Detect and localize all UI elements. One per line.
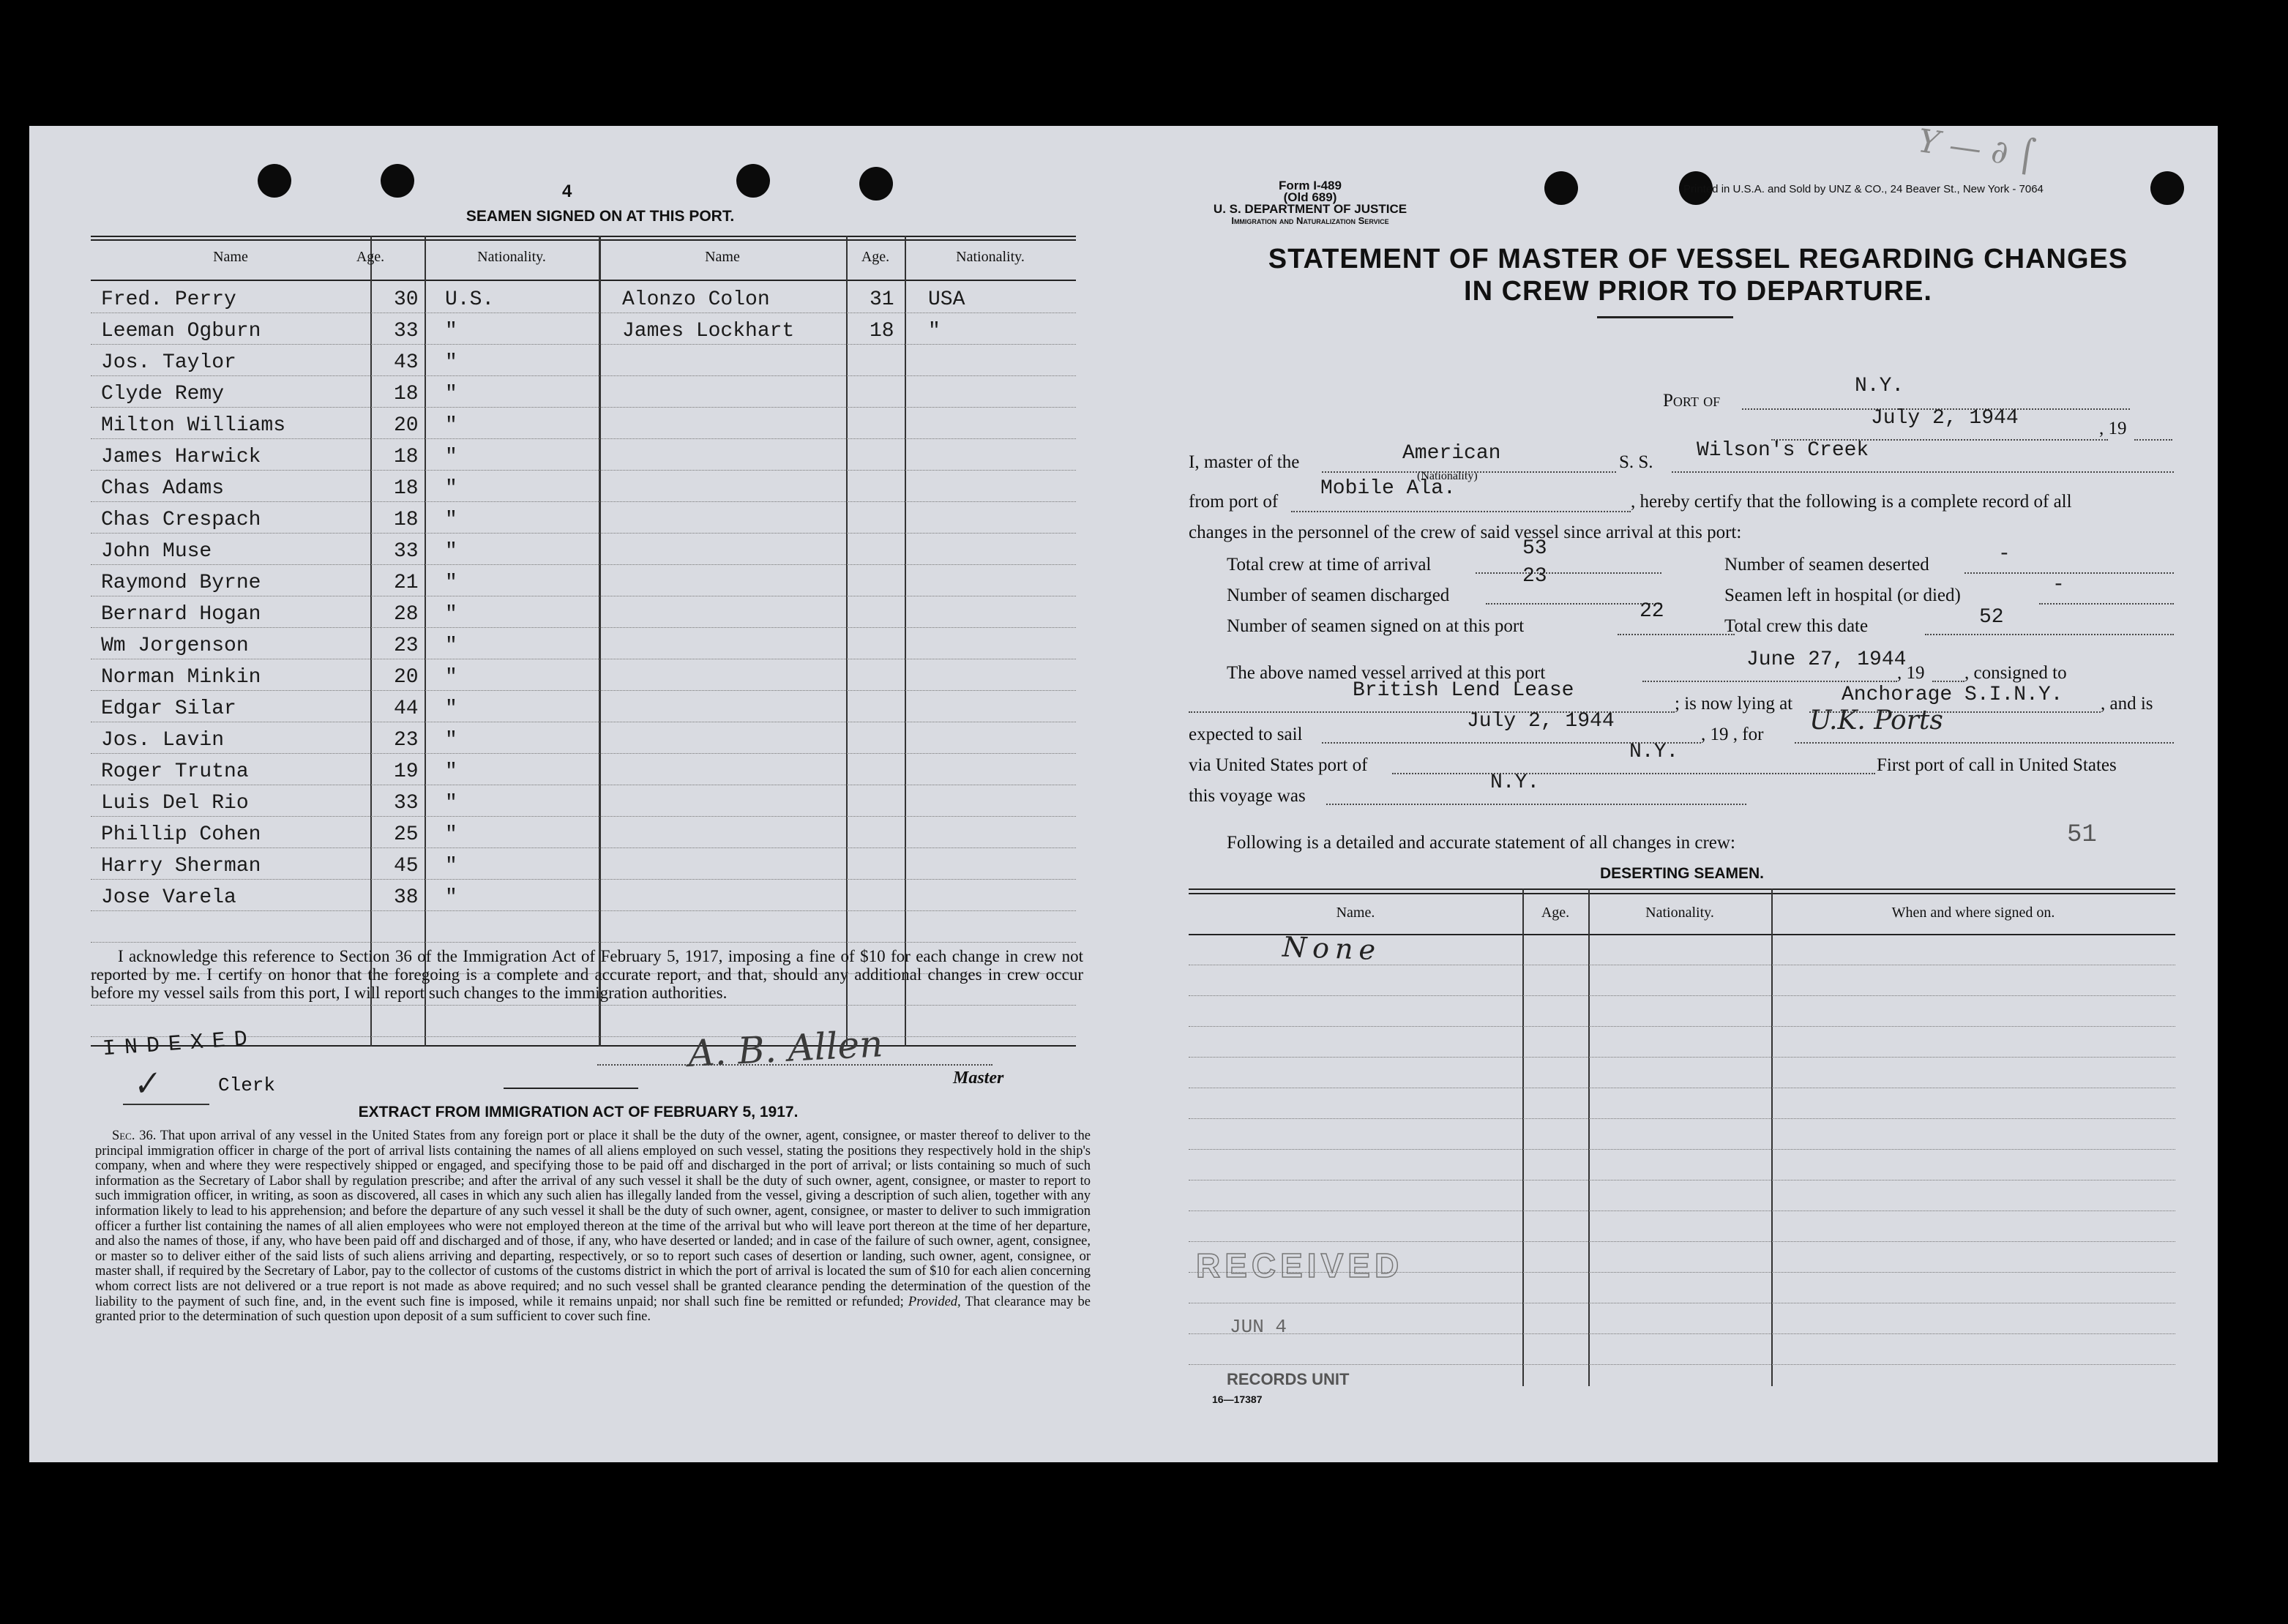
crew-nationality: "	[445, 446, 457, 468]
punch-hole	[1544, 171, 1578, 205]
clerk-line	[123, 1104, 209, 1105]
hospital-label: Seamen left in hospital (or died)	[1724, 585, 1961, 605]
crew-age: 33	[394, 540, 419, 563]
crew-nationality: "	[445, 635, 457, 657]
crew-nationality: U.S.	[445, 288, 495, 311]
crew-name: Chas Crespach	[101, 509, 261, 531]
crew-age: 18	[394, 477, 419, 500]
form-title: STATEMENT OF MASTER OF VESSEL REGARDING CHANGES IN CREW PRIOR TO DEPARTURE.	[1268, 244, 2128, 307]
voyage-label: this voyage was	[1189, 786, 1306, 806]
voyage-value: N.Y.	[1490, 771, 1540, 794]
consignee-value: British Lend Lease	[1353, 679, 1574, 702]
crew-age: 18	[394, 509, 419, 531]
table-row	[91, 407, 1076, 439]
port-of-value: N.Y.	[1855, 375, 1904, 397]
crew-age: 30	[394, 288, 419, 311]
crew-name: Alonzo Colon	[622, 288, 770, 311]
crew-nationality: "	[445, 351, 457, 374]
table-row	[91, 564, 1076, 596]
year-suffix: , 19	[2099, 419, 2127, 438]
crew-age: 28	[394, 603, 419, 626]
crew-age: 19	[394, 760, 419, 783]
table-row	[1189, 1149, 2175, 1150]
section-label: Sec. 36.	[111, 1129, 157, 1143]
ship-name: Wilson's Creek	[1697, 439, 1869, 462]
master-of-label: I, master of the	[1189, 452, 1300, 472]
records-unit-stamp: RECORDS UNIT	[1227, 1370, 1350, 1388]
table-row	[91, 501, 1076, 534]
crew-nationality: "	[445, 383, 457, 405]
table-row	[1189, 1364, 2175, 1365]
crew-name: Harry Sherman	[101, 855, 261, 878]
crew-name: Milton Williams	[101, 414, 286, 437]
crew-name: James Lockhart	[622, 320, 795, 343]
arrived-year: , 19	[1897, 663, 1925, 683]
table-row	[1189, 995, 2175, 996]
total-date-value: 52	[1979, 606, 2004, 629]
crew-name: Bernard Hogan	[101, 603, 261, 626]
form-code: 16—17387	[1212, 1393, 1263, 1405]
received-stamp: RECEIVED	[1196, 1246, 1404, 1284]
crew-name: Raymond Byrne	[101, 572, 261, 594]
crew-nationality: "	[445, 414, 457, 437]
master-label: Master	[953, 1069, 1004, 1088]
col-header-nationality: Nationality.	[477, 249, 546, 265]
table-row	[91, 690, 1076, 722]
hospital-value: -	[2052, 574, 2065, 596]
page-mark: 51	[2067, 821, 2097, 849]
sail-value: July 2, 1944	[1467, 710, 1615, 733]
arrived-value: June 27, 1944	[1746, 648, 1907, 671]
col-header-name: Name	[213, 249, 248, 265]
col-header-age: Age.	[356, 249, 385, 265]
table-row	[91, 627, 1076, 659]
col-header-name-2: Name	[705, 249, 740, 265]
crew-name: Phillip Cohen	[101, 823, 261, 846]
table-row	[91, 313, 1076, 345]
handwritten-marginal-note: Y — ∂ ⌠	[1915, 122, 2038, 176]
crew-name: Roger Trutna	[101, 760, 249, 783]
crew-nationality: "	[445, 855, 457, 878]
crew-name: Jos. Taylor	[101, 351, 236, 374]
indexed-stamp: INDEXED	[102, 1026, 257, 1063]
extract-title: EXTRACT FROM IMMIGRATION ACT OF FEBRUARY 5, 1917.	[358, 1104, 799, 1120]
crew-age: 18	[394, 446, 419, 468]
crew-name: Clyde Remy	[101, 383, 225, 405]
table-row	[91, 753, 1076, 785]
port-of-label: Port of	[1663, 391, 1721, 411]
table-row	[91, 438, 1076, 471]
crew-age: 18	[870, 320, 894, 343]
punch-hole	[258, 164, 291, 198]
table-row	[1189, 1210, 2175, 1211]
crew-name: Norman Minkin	[101, 666, 261, 689]
discharged-value: 23	[1522, 565, 1547, 588]
col-header-nationality-2: Nationality.	[956, 249, 1025, 265]
table-row	[91, 816, 1076, 848]
signature-line	[597, 1064, 992, 1066]
nationality-caption: (Nationality)	[1417, 470, 1478, 482]
crew-name: Jos. Lavin	[101, 729, 225, 752]
crew-signed-on-table	[91, 236, 1076, 1047]
crew-nationality: "	[445, 509, 457, 531]
crew-nationality: "	[445, 792, 457, 815]
table-row	[91, 470, 1076, 502]
crew-age: 20	[394, 414, 419, 437]
extract-rule	[504, 1088, 638, 1089]
crew-age: 23	[394, 635, 419, 657]
total-arrival-value: 53	[1522, 537, 1547, 560]
vessel-nationality: American	[1402, 442, 1501, 465]
clerk-initials: ✓	[128, 1063, 162, 1105]
crew-age: 31	[870, 288, 894, 311]
table-row	[91, 879, 1076, 911]
table-row	[91, 785, 1076, 817]
following-label: Following is a detailed and accurate statement of all changes in crew:	[1227, 833, 1735, 853]
consigned-label: , consigned to	[1964, 663, 2067, 683]
crew-name: Edgar Silar	[101, 697, 236, 720]
crew-age: 25	[394, 823, 419, 846]
crew-nationality: "	[445, 540, 457, 563]
lying-value: Anchorage S.I.N.Y.	[1842, 684, 2063, 706]
crew-age: 44	[394, 697, 419, 720]
crew-name: Chas Adams	[101, 477, 225, 500]
crew-nationality: "	[445, 666, 457, 689]
and-is-label: , and is	[2101, 694, 2153, 714]
table-row	[1189, 1333, 2175, 1334]
col-header-age-2: Age.	[861, 249, 890, 265]
crew-name: Luis Del Rio	[101, 792, 249, 815]
deserted-label: Number of seamen deserted	[1724, 555, 1929, 575]
crew-name: James Harwick	[101, 446, 261, 468]
table-row	[1189, 1241, 2175, 1242]
crew-nationality: USA	[928, 288, 965, 311]
deserting-none-entry: None	[1282, 930, 1382, 967]
crew-nationality: "	[445, 886, 457, 909]
from-port-label: from port of	[1189, 492, 1279, 512]
ss-label: S. S.	[1619, 452, 1653, 472]
crew-age: 43	[394, 351, 419, 374]
statute-text: Sec. 36. That upon arrival of any vessel in the United States from any foreign port or place it shall be the duty of the owner, agent, consignee, or master thereof to deliver to the principal immigration officer in charge of the port of arrival lists containing the names of all aliens employed on such vessel, stating the positions they respectively hold in the ship's company, when and where they were respectively shipped or engaged, and specifying those to be paid off and discharged in the port of arrival; or lists containing so much of such information as the Secretary of Labor shall by regulation prescribe; and after the arrival of any such vessel it shall be the duty of such owner, agent, consignee, or master to report to such immigration officer, in writing, as soon as discovered, all cases in which any such alien has illegally landed from the vessel, giving a description of such alien, together with any information likely to lead to his apprehension; and before the departure of any such vessel it shall be the duty of such owner, agent, consignee, or master to deliver to such immigration officer a further list containing the names of all alien employees who were not employed thereon at the time of the arrival but who will leave port thereon at the time of her departure, and also the names of those, if any, who have been paid off and discharged and of those, if any, who have deserted or landed; and in case of the failure of such owner, agent, consignee, or master so to deliver either of the said lists of such aliens arriving and departing, respectively, or so to report such cases of desertion or landing, such owner, agent, consignee, or master shall, if required by the Secretary of Labor, pay to the collector of customs of the customs district in which the port of arrival is located the sum of $10 for each alien concerning whom correct lists are not delivered or a true report is not made as above required; and no such vessel shall be granted clearance pending the determination of the question of the liability to the payment of such fine, and, in the event such fine is imposed, while it remains unpaid; nor shall such fine be remitted or refunded; Provided, That clearance may be granted prior to the determination of such question upon deposit of a sum sufficient to cover such fine.	[95, 1129, 1091, 1325]
destination-value: U.K. Ports	[1809, 706, 1943, 736]
table-row	[91, 722, 1076, 754]
discharged-label: Number of seamen discharged	[1227, 585, 1450, 605]
deserted-value: -	[1998, 543, 2011, 566]
table-row	[91, 375, 1076, 408]
acknowledgement-text: I acknowledge this reference to Section 36 of the Immigration Act of February 5, 1917, imposing a fine of $10 for each change in crew not reported by me. I certify on honor that the foregoing is a complete and accurate report, and that, should any additional changes in crew occur before my vessel sails from this port, I will report such changes to the immigration authorities.	[91, 947, 1083, 1002]
title-rule	[1597, 316, 1733, 318]
first-port-label: First port of call in United States	[1877, 755, 2117, 775]
crew-nationality: "	[445, 760, 457, 783]
punch-hole	[2150, 171, 2184, 205]
table-row	[91, 659, 1076, 691]
des-header-name: Name.	[1336, 905, 1375, 921]
punch-hole	[859, 167, 893, 201]
crew-name: Wm Jorgenson	[101, 635, 249, 657]
from-port-value: Mobile Ala.	[1320, 477, 1456, 500]
crew-name: Fred. Perry	[101, 288, 236, 311]
crew-nationality: "	[445, 477, 457, 500]
table-row	[91, 533, 1076, 565]
for-label: , 19 , for	[1701, 725, 1764, 744]
table-row	[1189, 1057, 2175, 1058]
des-header-age: Age.	[1541, 905, 1570, 921]
received-date: JUN 4	[1230, 1316, 1287, 1338]
table-row	[1189, 1118, 2175, 1119]
expected-label: expected to sail	[1189, 725, 1303, 744]
page-number: 4	[562, 182, 572, 201]
via-label: via United States port of	[1189, 755, 1368, 775]
signed-on-value: 22	[1640, 600, 1664, 623]
punch-hole	[381, 164, 414, 198]
table-row	[91, 344, 1076, 376]
des-header-nationality: Nationality.	[1645, 905, 1714, 921]
table-row	[91, 910, 1076, 943]
crew-nationality: "	[445, 697, 457, 720]
certify-text: , hereby certify that the following is a complete record of all	[1631, 492, 2072, 512]
statement-date: July 2, 1944	[1871, 407, 2019, 430]
lying-label: ; is now lying at	[1675, 694, 1793, 714]
crew-nationality: "	[445, 572, 457, 594]
crew-age: 21	[394, 572, 419, 594]
table-row	[91, 596, 1076, 628]
document-sheet	[29, 122, 2218, 1462]
crew-nationality: "	[445, 729, 457, 752]
total-arrival-label: Total crew at time of arrival	[1227, 555, 1432, 575]
des-header-signed-on: When and where signed on.	[1891, 905, 2055, 921]
crew-nationality: "	[445, 823, 457, 846]
crew-name: John Muse	[101, 540, 212, 563]
changes-text: changes in the personnel of the crew of said vessel since arrival at this port:	[1189, 523, 1742, 542]
form-number: Form I-489 (Old 689) U. S. DEPARTMENT OF JUSTICE Immigration and Naturalization Service	[1213, 179, 1407, 226]
crew-name: Leeman Ogburn	[101, 320, 261, 343]
section-title: SEAMEN SIGNED ON AT THIS PORT.	[466, 208, 735, 225]
punch-hole	[736, 164, 770, 198]
crew-age: 18	[394, 383, 419, 405]
crew-age: 23	[394, 729, 419, 752]
arrived-label: The above named vessel arrived at this port	[1227, 663, 1546, 683]
crew-age: 33	[394, 320, 419, 343]
table-row	[91, 847, 1076, 880]
signed-on-label: Number of seamen signed on at this port	[1227, 616, 1525, 636]
crew-age: 38	[394, 886, 419, 909]
crew-age: 20	[394, 666, 419, 689]
clerk-label: Clerk	[218, 1074, 276, 1096]
via-value: N.Y.	[1629, 741, 1679, 763]
table-row	[91, 281, 1076, 313]
crew-age: 45	[394, 855, 419, 878]
crew-nationality: "	[445, 603, 457, 626]
crew-name: Jose Varela	[101, 886, 236, 909]
deserting-title: DESERTING SEAMEN.	[1599, 865, 1765, 882]
crew-nationality: "	[445, 320, 457, 343]
deserting-seamen-table	[1189, 888, 2175, 1386]
crew-nationality: "	[928, 320, 941, 343]
master-signature: A. B. Allen	[687, 1022, 884, 1075]
crew-age: 33	[394, 792, 419, 815]
total-date-label: Total crew this date	[1724, 616, 1869, 636]
printer-line: Printed in U.S.A. and Sold by UNZ & CO., 24 Beaver St., New York - 7064	[1683, 183, 2044, 195]
table-row	[1189, 1026, 2175, 1027]
